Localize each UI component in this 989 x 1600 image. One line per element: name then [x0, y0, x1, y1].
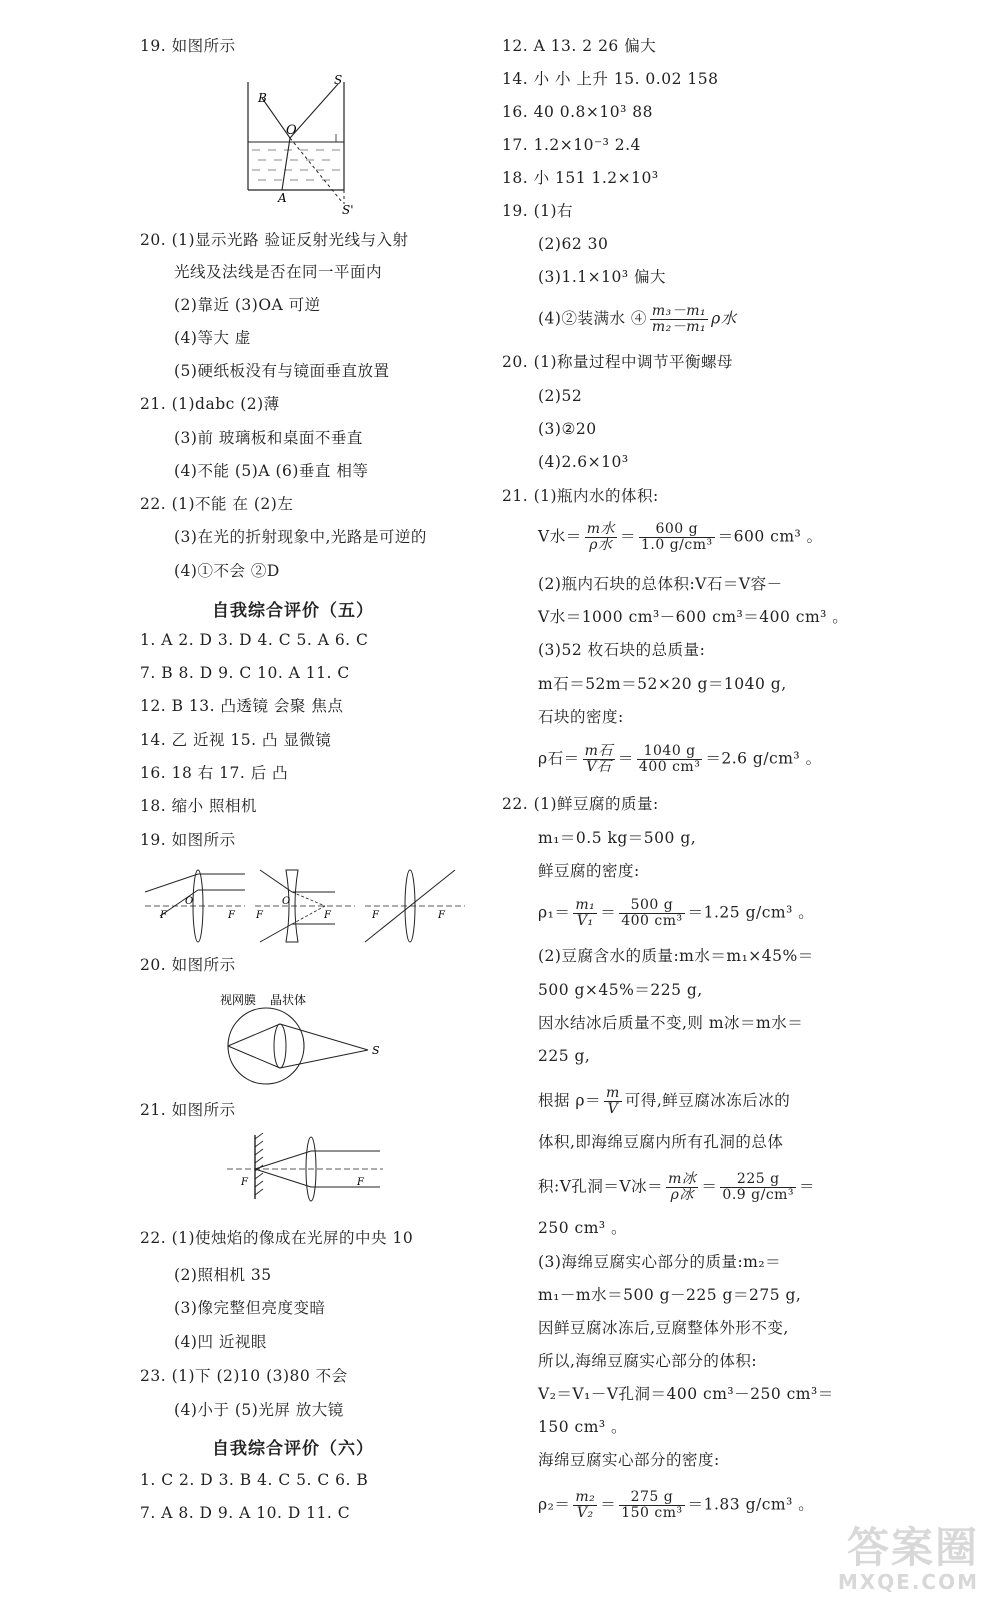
formula-text: ＝1.25 g/cm³ 。: [687, 903, 815, 922]
answer-line: 14. 乙 近视 15. 凸 显微镜: [140, 731, 332, 749]
answer-line: 16. 40 0.8×10³ 88: [502, 103, 653, 121]
label-s-prime: S': [342, 203, 354, 217]
answer-line: (2)52: [538, 387, 583, 405]
label-f: F: [372, 910, 379, 921]
answer-line: (2)豆腐含水的质量:m水＝m₁×45%＝: [538, 947, 814, 965]
formula-line: ρ₁＝ $\frac{\text{m₁}}{\text{V₁}}$ ＝ $\frac{500 g}{\text{400 cm³}}$ ＝1.25 g/cm³ 。: [538, 897, 815, 929]
answer-line: (4)不能 (5)A (6)垂直 相等: [174, 462, 369, 480]
label-f: F: [228, 910, 235, 921]
label-a: A: [278, 191, 287, 205]
eye-diagram: [218, 988, 398, 1088]
answer-line: 所以,海绵豆腐实心部分的体积:: [538, 1352, 758, 1370]
denominator: V₁: [576, 913, 594, 929]
answer-line: 光线及法线是否在同一平面内: [174, 263, 383, 281]
answer-line: 7. B 8. D 9. C 10. A 11. C: [140, 664, 350, 682]
formula-text: ＝2.6 g/cm³ 。: [705, 749, 822, 768]
watermark-logo: 答案圈: [846, 1523, 979, 1572]
denominator: ρ水: [589, 537, 613, 553]
answer-line: 22. (1)使烛焰的像成在光屏的中央 10: [140, 1229, 414, 1247]
formula-text: ρ₁＝: [538, 903, 571, 922]
answer-line: 石块的密度:: [538, 708, 624, 726]
fraction: [650, 304, 708, 335]
denominator: 150 cm³: [621, 1505, 683, 1521]
answer-line: 12. B 13. 凸透镜 会聚 焦点: [140, 697, 344, 715]
fraction: [573, 1490, 597, 1521]
label-b: B: [258, 91, 267, 105]
answer-line: (4)①不会 ②D: [174, 562, 280, 580]
answer-line: 14. 小 小 上升 15. 0.02 158: [502, 70, 719, 88]
numerator: 500 g: [619, 898, 684, 914]
fraction: [604, 1086, 622, 1117]
answer-line: 18. 缩小 照相机: [140, 797, 258, 815]
fraction: [720, 1172, 796, 1203]
answer-line: 19. 如图所示: [140, 831, 236, 849]
formula-text: ＝1.83 g/cm³ 。: [687, 1495, 815, 1514]
label-f: F: [357, 1177, 364, 1188]
answer-line: (4)小于 (5)光屏 放大镜: [174, 1401, 344, 1419]
answer-line: m石＝52m＝52×20 g＝1040 g,: [538, 675, 787, 693]
formula-line: ρ石＝ $\frac{\text{m石}}{\text{V石}}$ ＝ $\frac{1040 g}{\text{400 cm³}}$ ＝2.6 g/cm³ 。: [538, 743, 822, 775]
formula-text: ρ石＝: [538, 749, 580, 768]
formula-text: (4)②装满水 ④: [538, 309, 647, 328]
answer-line: 1. C 2. D 3. B 4. C 5. C 6. B: [140, 1471, 369, 1489]
answer-line: 225 g,: [538, 1047, 591, 1065]
answer-line: (2)瓶内石块的总体积:V石＝V容－: [538, 575, 783, 593]
mirror-lens-diagram: [225, 1133, 385, 1203]
answer-line: 20. (1)称量过程中调节平衡螺母: [502, 353, 734, 371]
answer-line: (4)凹 近视眼: [174, 1333, 267, 1351]
fraction: [619, 898, 684, 929]
label-s: S: [372, 1044, 380, 1057]
numerator: 600 g: [639, 522, 715, 538]
label-retina: 视网膜: [220, 993, 257, 1007]
answer-line: 23. (1)下 (2)10 (3)80 不会: [140, 1367, 348, 1385]
fraction: [585, 522, 617, 553]
label-f: F: [324, 910, 331, 921]
answer-line: 21. (1)dabc (2)薄: [140, 395, 280, 413]
answer-line: (3)像完整但亮度变暗: [174, 1299, 326, 1317]
fraction: [583, 744, 615, 775]
answer-line: 20. (1)显示光路 验证反射光线与入射: [140, 231, 409, 249]
formula-text: 积:V孔洞＝V冰＝: [538, 1177, 664, 1196]
answer-line: (3)1.1×10³ 偏大: [538, 268, 666, 286]
answer-line: V水＝1000 cm³－600 cm³＝400 cm³ 。: [538, 608, 849, 626]
formula-text: V水＝: [538, 527, 582, 546]
denominator: V₂: [576, 1505, 594, 1521]
answer-line: (3)在光的折射现象中,光路是可逆的: [174, 528, 427, 546]
answer-line: V₂＝V₁－V孔洞＝400 cm³－250 cm³＝: [538, 1385, 834, 1403]
answer-line: m₁＝0.5 kg＝500 g,: [538, 829, 697, 847]
label-s: S: [334, 73, 343, 87]
numerator: m₃－m₁: [651, 303, 707, 319]
answer-line: 500 g×45%＝225 g,: [538, 981, 703, 999]
answer-line: 鲜豆腐的密度:: [538, 862, 640, 880]
answer-line: (4)等大 虚: [174, 329, 251, 347]
answer-line: 因鲜豆腐冰冻后,豆腐整体外形不变,: [538, 1319, 789, 1337]
answer-line: m₁－m水＝500 g－225 g＝275 g,: [538, 1286, 802, 1304]
answer-line: 22. (1)不能 在 (2)左: [140, 495, 294, 513]
answer-line: 12. A 13. 2 26 偏大: [502, 37, 657, 55]
answer-line: 1. A 2. D 3. D 4. C 5. A 6. C: [140, 631, 369, 649]
answer-line: 体积,即海绵豆腐内所有孔洞的总体: [538, 1133, 784, 1151]
answer-line: (3)52 枚石块的总质量:: [538, 641, 706, 659]
lens-ray-diagrams: [140, 862, 470, 946]
answer-line: (4)2.6×10³: [538, 453, 629, 471]
denominator: V: [607, 1101, 619, 1117]
reflection-refraction-diagram: [238, 72, 368, 222]
denominator: 400 cm³: [638, 759, 701, 775]
denominator: 400 cm³: [621, 913, 683, 929]
watermark-url: MXQE.COM: [837, 1570, 979, 1594]
answer-line: 18. 小 151 1.2×10³: [502, 169, 659, 187]
fraction: [666, 1172, 698, 1203]
formula-text: ρ水: [711, 309, 737, 328]
fraction: [619, 1490, 684, 1521]
answer-line: 7. A 8. D 9. A 10. D 11. C: [140, 1504, 351, 1522]
answer-line: 16. 18 右 17. 后 凸: [140, 764, 289, 782]
denominator: ρ冰: [670, 1187, 694, 1203]
formula-line: ρ₂＝ $\frac{\text{m₂}}{\text{V₂}}$ ＝ $\frac{275 g}{\text{150 cm³}}$ ＝1.83 g/cm³ 。: [538, 1489, 815, 1521]
answer-line: 250 cm³ 。: [538, 1219, 628, 1237]
numerator: 275 g: [619, 1490, 684, 1506]
fraction: [573, 898, 597, 929]
numerator: m: [606, 1085, 620, 1101]
answer-line: (2)照相机 35: [174, 1266, 272, 1284]
label-f: F: [438, 910, 445, 921]
label-f: F: [256, 910, 263, 921]
formula-line: [538, 304, 737, 335]
label-f: F: [160, 910, 167, 921]
label-o: O: [282, 896, 291, 907]
denominator: V石: [586, 759, 612, 775]
formula-text: 根据 ρ＝: [538, 1091, 602, 1110]
numerator: 225 g: [720, 1172, 796, 1188]
label-lens: 晶状体: [270, 993, 307, 1007]
answer-line: 19. (1)右: [502, 202, 574, 220]
formula-line: 积:V孔洞＝V冰＝ $\frac{\text{m冰}}{\text{ρ冰}}$ ＝ $\frac{225 g}{\text{0.9 g/cm³}}$ ＝: [538, 1171, 816, 1203]
answer-line: 20. 如图所示: [140, 956, 236, 974]
formula-text: ＝600 cm³ 。: [717, 527, 823, 546]
answer-line: (3)前 玻璃板和桌面不垂直: [174, 429, 363, 447]
label-o: O: [286, 123, 297, 138]
formula-text: ＝: [799, 1177, 816, 1196]
answer-line: (2)靠近 (3)OA 可逆: [174, 296, 321, 314]
section-title: 自我综合评价（五）: [212, 601, 374, 621]
answer-line: 150 cm³ 。: [538, 1418, 628, 1436]
formula-line: [538, 1086, 790, 1117]
numerator: m₂: [575, 1489, 596, 1505]
answer-line: 21. (1)瓶内水的体积:: [502, 487, 659, 505]
fraction: [639, 522, 715, 553]
answer-line: 21. 如图所示: [140, 1101, 236, 1119]
answer-line: 19. 如图所示: [140, 37, 236, 55]
formula-text: 可得,鲜豆腐冰冻后冰的: [624, 1091, 791, 1110]
numerator: m₁: [575, 897, 596, 913]
answer-line: 因水结冰后质量不变,则 m冰＝m水＝: [538, 1014, 804, 1032]
denominator: 1.0 g/cm³: [641, 537, 713, 553]
answer-line: (2)62 30: [538, 235, 609, 253]
numerator: m水: [586, 521, 615, 537]
numerator: m石: [584, 743, 613, 759]
label-f: F: [241, 1177, 248, 1188]
answer-line: (3)②20: [538, 420, 597, 438]
watermark: [837, 1523, 979, 1594]
answer-line: 22. (1)鲜豆腐的质量:: [502, 795, 659, 813]
answer-line: 17. 1.2×10⁻³ 2.4: [502, 136, 641, 154]
label-o: O: [185, 896, 194, 907]
numerator: m冰: [668, 1171, 697, 1187]
fraction: [637, 744, 702, 775]
denominator: 0.9 g/cm³: [722, 1187, 795, 1203]
answer-line: (5)硬纸板没有与镜面垂直放置: [174, 362, 390, 380]
answer-line: 海绵豆腐实心部分的密度:: [538, 1451, 720, 1469]
numerator: 1040 g: [637, 744, 702, 760]
denominator: m₂－m₁: [651, 319, 707, 335]
section-title: 自我综合评价（六）: [212, 1439, 374, 1459]
formula-text: ρ₂＝: [538, 1495, 571, 1514]
answer-line: (3)海绵豆腐实心部分的质量:m₂＝: [538, 1253, 782, 1271]
formula-line: V水＝ $\frac{\text{m水}}{\text{ρ水}}$ ＝ $\frac{600 g}{\text{1.0 g/cm³}}$ ＝600 cm³ 。: [538, 521, 823, 553]
